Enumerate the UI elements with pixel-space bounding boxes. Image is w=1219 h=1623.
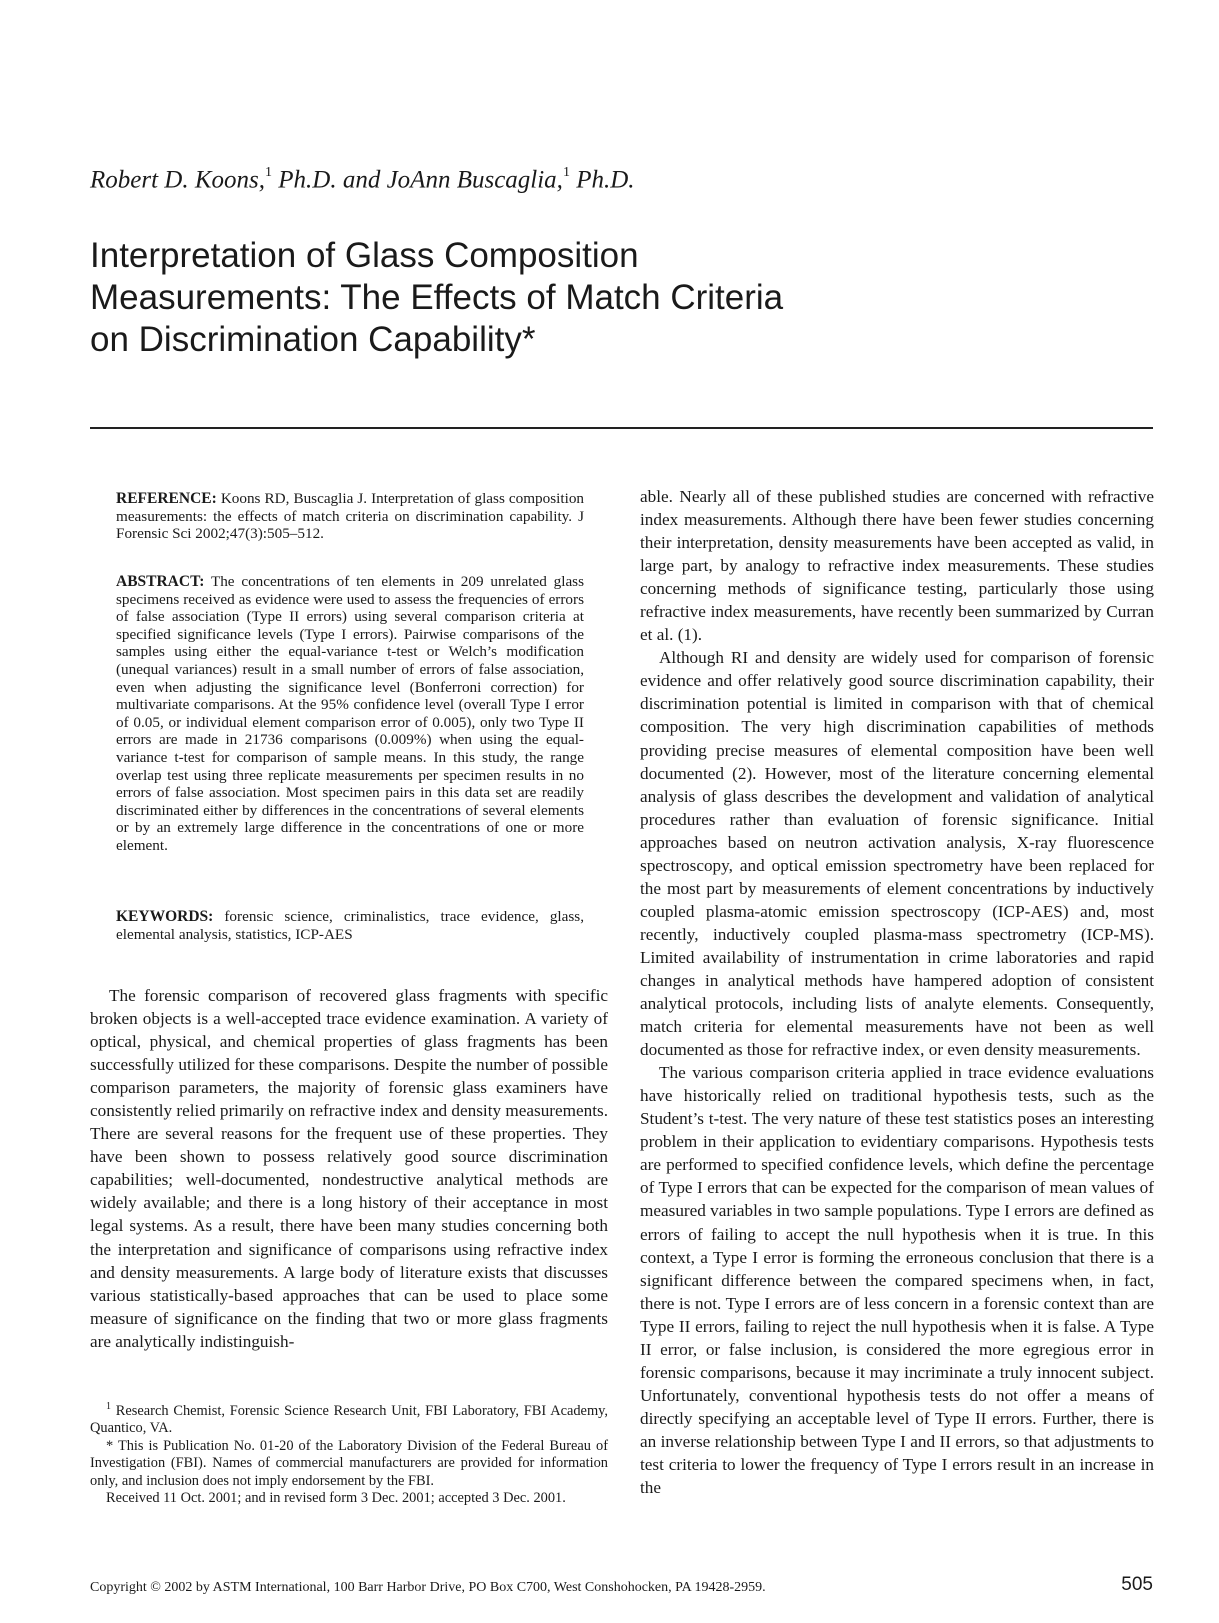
page-number: 505	[1121, 1574, 1153, 1595]
title-line-3: on Discrimination Capability*	[90, 320, 536, 359]
author-1-affiliation-marker: 1	[265, 165, 272, 180]
paper-title	[90, 235, 990, 361]
footnotes	[90, 1398, 608, 1508]
body-paragraph: Although RI and density are widely used for comparison of forensic evidence and offer relatively good source discrimination capability, their discrimination potential is limited in comparison with that of chemical composition. The very high discrimination capabilities of methods providing precise measures of elemental composition have been well documented (2). However, most of the literature concerning elemental analysis of glass describes the development and validation of analytical procedures rather than evaluation of forensic significance. Initial approaches based on neutron activation analysis, X-ray fluorescence spectroscopy, and optical emission spectrometry have been replaced for the most part by measurements of element concentrations by inductively coupled plasma-atomic emission spectroscopy (ICP-AES) and, most recently, inductively coupled plasma-mass spectrometry (ICP-MS). Limited availability of instrumentation in crime laboratories and rapid changes in analytical methods have hampered adoption of consistent analytical protocols, including lists of analyte elements. Consequently, match criteria for elemental measurements have not been as well documented as those for refractive index, or even density measurements.	[640, 648, 1154, 1060]
keywords-label: KEYWORDS:	[116, 908, 214, 925]
keywords-text: forensic science, criminalistics, trace evidence, glass, elemental analysis, statistics, ICP-AES	[116, 908, 584, 943]
left-column-body	[90, 984, 608, 1353]
body-paragraph: The various comparison criteria applied in trace evidence evaluations have historically relied on traditional hypothesis tests, such as the Student’s t-test. The very nature of these test statistics poses an interesting problem in their application to evidentiary comparisons. Hypothesis tests are performed to specified confidence levels, which define the percentage of Type I errors that can be expected for the comparison of mean values of measured variables in two sample populations. Type I errors are defined as errors of failing to accept the null hypothesis when it is true. In this context, a Type I error is forming the erroneous conclusion that there is a significant difference between the compared specimens when, in fact, there is not. Type I errors are of less concern in a forensic context than are Type II errors, failing to reject the null hypothesis when it is false. A Type II error, or false inclusion, is considered the more egregious error in forensic comparisons, because it may incriminate a truly innocent subject. Unfortunately, conventional hypothesis tests do not offer a means of directly specifying an acceptable level of Type II errors. Further, there is an inverse relationship between Type I and II errors, so that adjustments to test criteria to lower the frequency of Type I errors result in an increase in the	[640, 1063, 1154, 1498]
author-end: Ph.D.	[569, 166, 635, 194]
title-line-2: Measurements: The Effects of Match Criteria	[90, 278, 784, 317]
keywords-block	[116, 908, 584, 943]
right-column-body	[640, 485, 1154, 1499]
reference-block	[116, 490, 584, 543]
author-1: Robert D. Koons,	[90, 166, 265, 194]
author-line	[90, 160, 635, 195]
title-line-1: Interpretation of Glass Composition	[90, 236, 639, 275]
abstract-text: The concentrations of ten elements in 209 unrelated glass specimens received as evidence were used to assess the frequencies of errors of false association (Type II errors) using several comparison criteria at specified significance levels (Type I errors). Pairwise comparisons of the samples using either the equal-variance t-test or Welch’s modification (unequal variances) result in a small number of errors of false association, even when adjusting the significance level (Bonferroni correction) for multivariate comparisons. At the 95% confidence level (overall Type I error of 0.05, or individual element comparison error of 0.005), only two Type II errors are made in 21736 comparisons (0.009%) when using the equal-variance t-test for comparison of sample means. In this study, the range overlap test using three replicate measurements per specimen results in no errors of false association. Most specimen pairs in this data set are readily discriminated either by differences in the concentrations of several elements or by an extremely large difference in the concentrations of one or more element.	[116, 573, 584, 854]
author-2-affiliation-marker: 1	[562, 165, 570, 180]
author-between: Ph.D. and JoAnn Buscaglia,	[272, 166, 563, 194]
footnote-received: Received 11 Oct. 2001; and in revised form 3 Dec. 2001; accepted 3 Dec. 2001.	[106, 1490, 566, 1507]
title-divider	[90, 427, 1153, 429]
footnote-1-marker: 1	[106, 1401, 111, 1412]
body-paragraph-continued: able. Nearly all of these published studies are concerned with refractive index measurements. Although there have been fewer studies concerning their interpretation, density measurements have been accepted as valid, in large part, by analogy to refractive index measurements. These studies concerning methods of significance testing, particularly those using refractive index measurements, have recently been summarized by Curran et al. (1).	[640, 487, 1154, 645]
abstract-label: ABSTRACT:	[116, 573, 205, 590]
footnote-1-text: Research Chemist, Forensic Science Research Unit, FBI Laboratory, FBI Academy, Quantico, VA.	[90, 1402, 608, 1437]
abstract-block	[116, 573, 584, 855]
reference-label: REFERENCE:	[116, 490, 217, 507]
footnote-1	[90, 1398, 608, 1438]
body-paragraph: The forensic comparison of recovered glass fragments with specific broken objects is a well-accepted trace evidence examination. A variety of optical, physical, and chemical properties of glass fragments has been successfully utilized for these comparisons. Despite the number of possible comparison parameters, the majority of forensic glass examiners have consistently relied primarily on refractive index and density measurements. There are several reasons for the frequent use of these properties. They have been shown to possess relatively good source discrimination capabilities; well-documented, nondestructive analytical methods are widely available; and there is a long history of their acceptance in most legal systems. As a result, there have been many studies concerning both the interpretation and significance of comparisons using refractive index and density measurements. A large body of literature exists that discusses various statistically-based approaches that can be used to place some measure of significance on the finding that two or more glass fragments are analytically indistinguish-	[90, 986, 608, 1351]
reference-text: Koons RD, Buscaglia J. Interpretation of glass composition measurements: the effects of match criteria on discrimination capability. J Forensic Sci 2002;47(3):505–512.	[116, 490, 585, 543]
copyright-notice: Copyright © 2002 by ASTM International, 100 Barr Harbor Drive, PO Box C700, West Conshohocken, PA 19428-2959.	[90, 1580, 766, 1595]
footnote-publication: * This is Publication No. 01-20 of the Laboratory Division of the Federal Bureau of Investigation (FBI). Names of commercial manufacturers are provided for information only, and inclusion does not imply endorsement by the FBI.	[90, 1437, 608, 1489]
